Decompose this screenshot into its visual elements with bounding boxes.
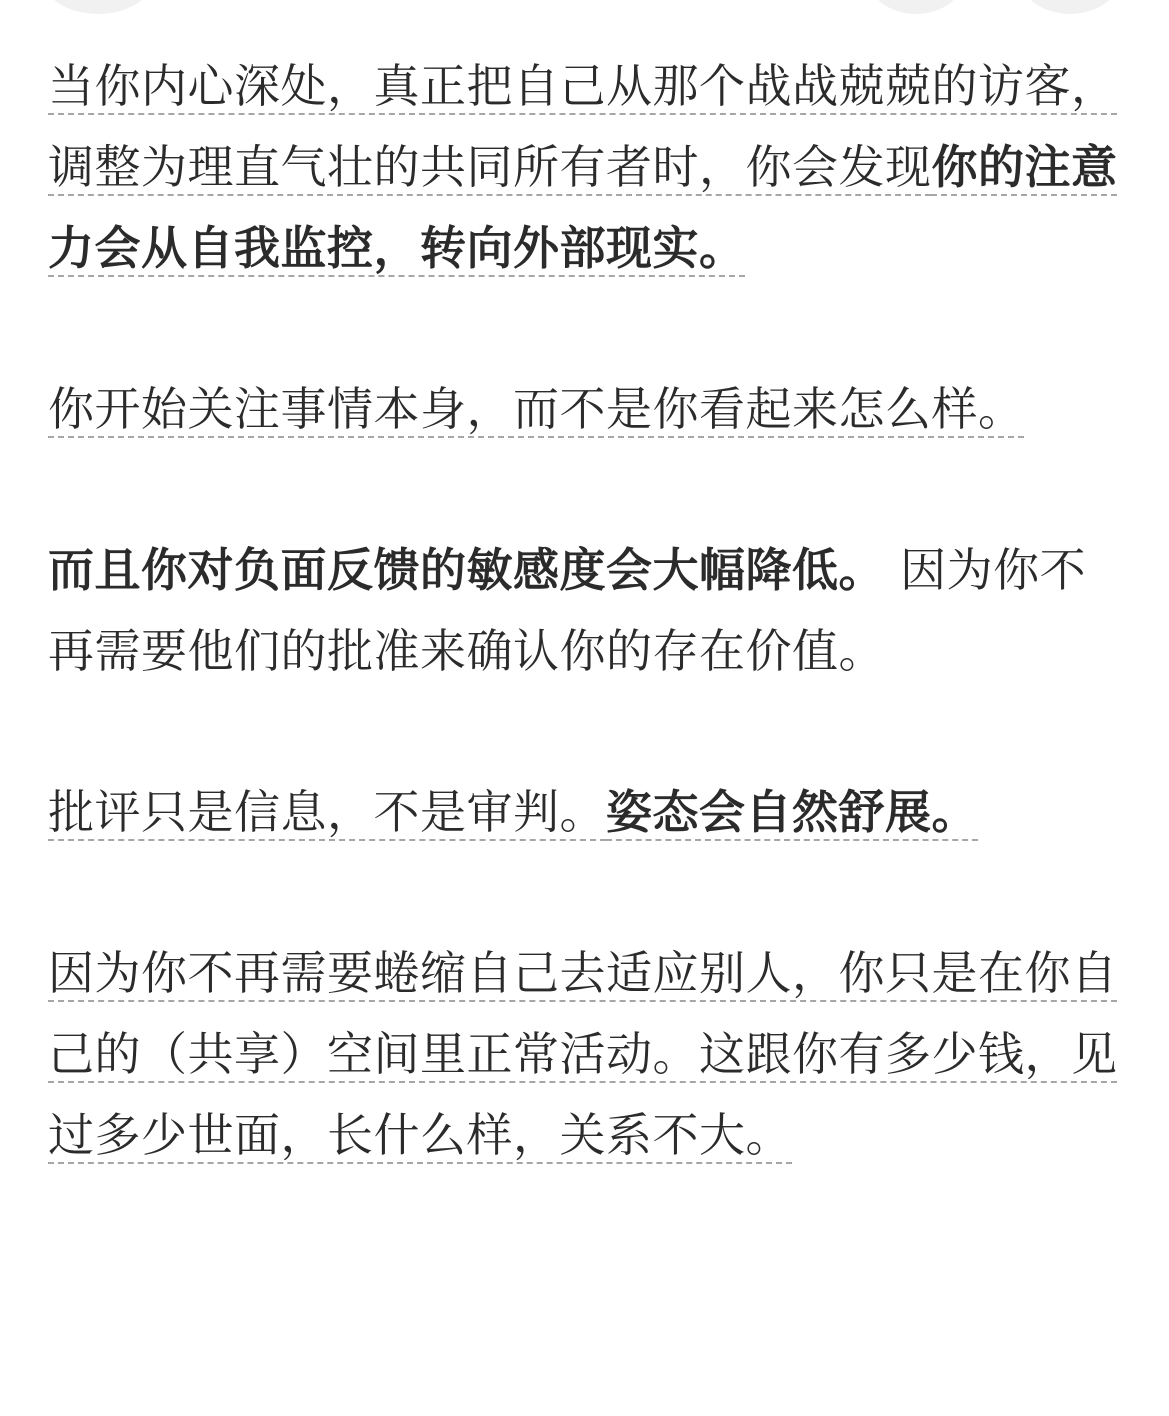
paragraph-3-bold-text: 而且你对负面反馈的敏感度会大幅降低。 [48,543,885,597]
top-decoration-left [42,0,154,14]
article-body [48,46,1128,1176]
paragraph-1-bold-text: 你的注意力会从自我监控，转向外部现实。 [48,140,1118,275]
top-decoration-middle [868,0,964,14]
paragraph-2 [48,369,1128,450]
paragraph-3 [48,530,1128,692]
paragraph-4 [48,772,1128,853]
paragraph-4-bold-text: 姿态会自然舒展。 [606,785,978,839]
paragraph-1 [48,46,1128,289]
paragraph-3-text: 因为你不再需要他们的批准来确认你的存在价值。 [48,543,1087,678]
paragraph-5-text: 因为你不再需要蜷缩自己去适应别人，你只是在你自己的（共享）空间里正常活动。这跟你有多少钱，见过多少世面，长什么样，关系不大。 [48,946,1118,1162]
paragraph-1-text: 当你内心深处，真正把自己从那个战战兢兢的访客，调整为理直气壮的共同所有者时，你会发现 [48,59,1118,194]
paragraph-5 [48,933,1128,1176]
top-decoration-right [1020,0,1120,14]
paragraph-2-text: 你开始关注事情本身，而不是你看起来怎么样。 [48,382,1025,436]
paragraph-4-text: 批评只是信息，不是审判。 [48,785,606,839]
